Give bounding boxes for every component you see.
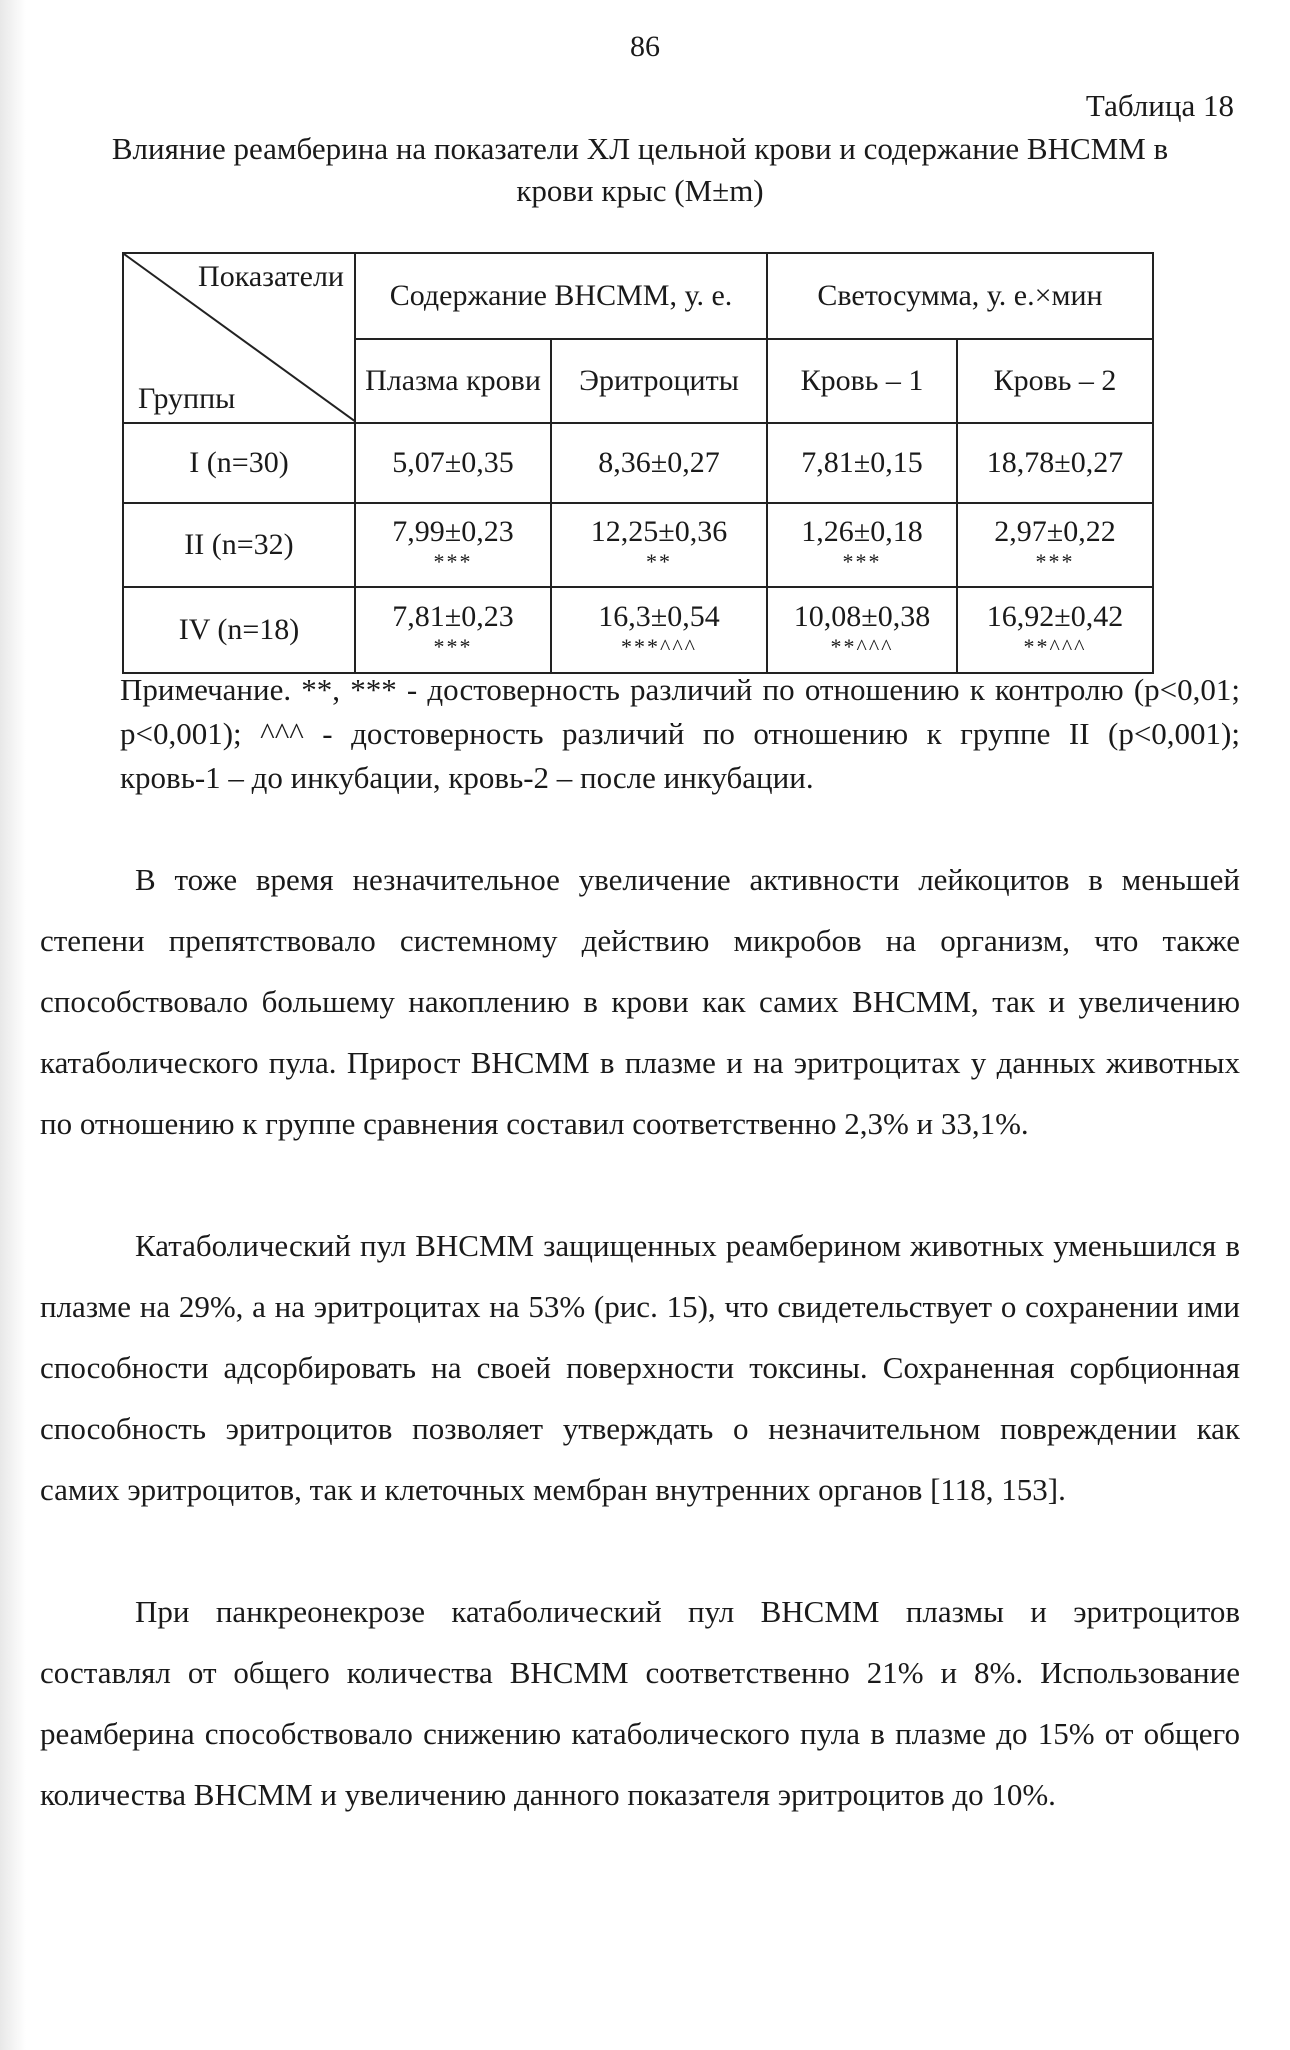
row-group-label: IV (n=18) bbox=[123, 587, 355, 673]
significance-mark: *** bbox=[433, 549, 473, 574]
cell-value: 7,81±0,23 bbox=[392, 600, 514, 633]
significance-mark: **^^^ bbox=[830, 634, 894, 659]
table-cell bbox=[355, 423, 551, 503]
table-cell bbox=[957, 503, 1153, 587]
significance-mark: ** bbox=[646, 549, 672, 574]
table-cell bbox=[551, 503, 767, 587]
table-label: Таблица 18 bbox=[1085, 88, 1234, 123]
group-header-lightsum: Светосумма, у. е.×мин bbox=[767, 253, 1153, 339]
table-cell bbox=[767, 587, 957, 673]
table-corner-cell bbox=[123, 253, 355, 423]
table-cell bbox=[957, 423, 1153, 503]
significance-mark: ***^^^ bbox=[621, 634, 697, 659]
table-row bbox=[123, 423, 1153, 503]
table-cell bbox=[767, 503, 957, 587]
paragraph-2: Катаболический пул ВНСММ защищенных реамберином животных уменьшился в плазме на 29%, а на эритроцитах на 53% (рис. 15), что свидетельствует о сохранении ими способности адсорбировать на своей поверхности токсины. Сохраненная сорбционная способность эритроцитов позволяет утверждать о незначительном повреждении как самих эритроцитов, так и клеточных мембран внутренних органов [118, 153]. bbox=[40, 1228, 1240, 1507]
table-caption: Влияние реамберина на показатели ХЛ цельной крови и содержание ВНСММ в крови крыс (М±m) bbox=[111, 131, 1169, 208]
significance-mark: *** bbox=[1035, 549, 1075, 574]
table-header-row-1 bbox=[123, 253, 1153, 339]
cell-value: 7,81±0,15 bbox=[801, 446, 923, 479]
corner-label-indicators: Показатели bbox=[198, 260, 344, 293]
page-number: 86 bbox=[630, 30, 660, 63]
significance-mark: *** bbox=[842, 549, 882, 574]
table-row bbox=[123, 587, 1153, 673]
significance-mark: *** bbox=[433, 634, 473, 659]
significance-mark: **^^^ bbox=[1023, 634, 1087, 659]
cell-value: 10,08±0,38 bbox=[793, 600, 931, 633]
paragraph-3: При панкреонекрозе катаболический пул ВНСММ плазмы и эритроцитов составлял от общего количества ВНСММ соответственно 21% и 8%. Использование реамберина способствовало снижению катаболического пула в плазме до 15% от общего количества ВНСММ и увеличению данного показателя эритроцитов до 10%. bbox=[40, 1594, 1240, 1812]
table-cell bbox=[767, 423, 957, 503]
column-header-blood-1: Кровь – 1 bbox=[767, 339, 957, 423]
table-note: Примечание. **, *** - достоверность различий по отношению к контролю (p<0,01; p<0,001); ^^^ - достоверность различий по отношению к группе II (p<0,001); кровь-1 – до инкубации, кровь-2 – после инкубации. bbox=[120, 672, 1240, 795]
cell-value: 1,26±0,18 bbox=[801, 515, 923, 548]
group-header-vnsmm: Содержание ВНСММ, у. е. bbox=[355, 253, 767, 339]
cell-value: 16,3±0,54 bbox=[598, 600, 720, 633]
cell-value: 16,92±0,42 bbox=[986, 600, 1124, 633]
cell-value: 8,36±0,27 bbox=[598, 446, 720, 479]
cell-value: 2,97±0,22 bbox=[994, 515, 1116, 548]
table-cell bbox=[551, 423, 767, 503]
page-shadow-edge bbox=[0, 0, 26, 2050]
table-cell bbox=[957, 587, 1153, 673]
table-cell bbox=[551, 587, 767, 673]
column-header-plasma: Плазма крови bbox=[355, 339, 551, 423]
row-group-label: II (n=32) bbox=[123, 503, 355, 587]
corner-label-groups: Группы bbox=[138, 382, 236, 415]
table-cell bbox=[355, 503, 551, 587]
table-cell bbox=[355, 587, 551, 673]
column-header-erythrocytes: Эритроциты bbox=[551, 339, 767, 423]
cell-value: 5,07±0,35 bbox=[392, 446, 514, 479]
paragraph-1: В тоже время незначительное увеличение активности лейкоцитов в меньшей степени препятствовало системному действию микробов на организм, что также способствовало большему накоплению в крови как самих ВНСММ, так и увеличению катаболического пула. Прирост ВНСММ в плазме и на эритроцитах у данных животных по отношению к группе сравнения составил соответственно 2,3% и 33,1%. bbox=[40, 862, 1240, 1141]
table-row bbox=[123, 503, 1153, 587]
cell-value: 18,78±0,27 bbox=[986, 446, 1124, 479]
column-header-blood-2: Кровь – 2 bbox=[957, 339, 1153, 423]
data-table bbox=[122, 252, 1154, 674]
row-group-label: I (n=30) bbox=[123, 423, 355, 503]
cell-value: 7,99±0,23 bbox=[392, 515, 514, 548]
cell-value: 12,25±0,36 bbox=[590, 515, 728, 548]
